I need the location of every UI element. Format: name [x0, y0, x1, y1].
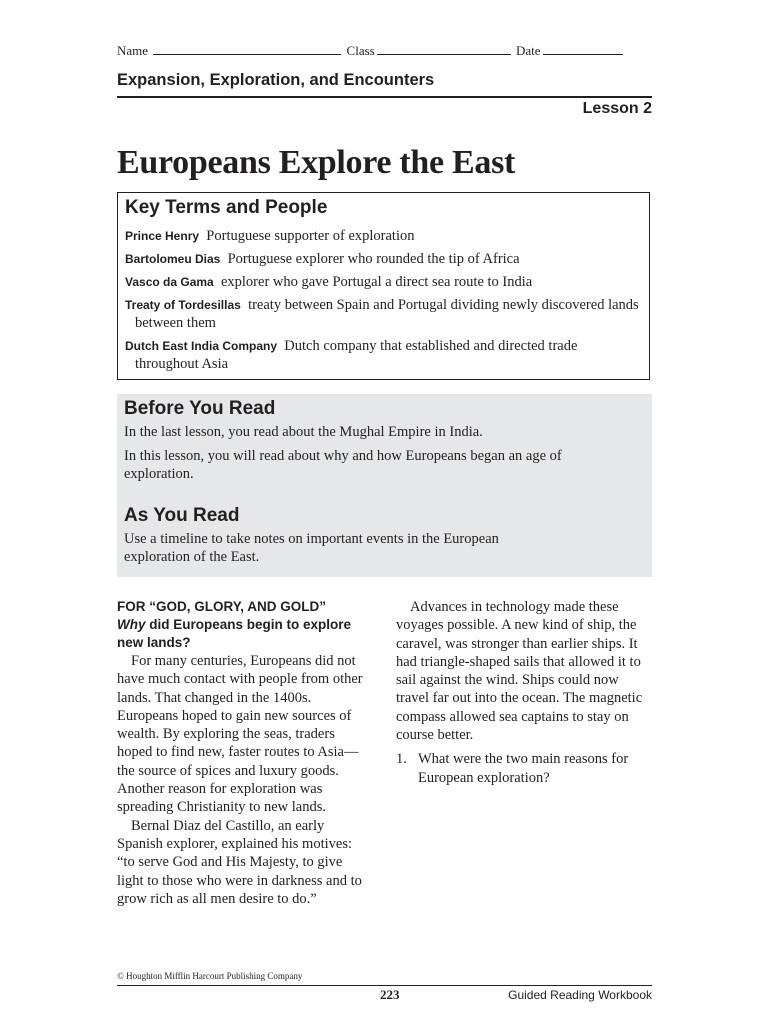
question-text: did Europeans begin to explore new lands?: [117, 617, 352, 650]
copyright-notice: © Houghton Mifflin Harcourt Publishing Company: [117, 971, 303, 981]
term-name: Treaty of Tordesillas: [125, 298, 241, 312]
unit-title: Expansion, Exploration, and Encounters: [117, 71, 435, 89]
term-definition: explorer who gave Portugal a direct sea route to India: [220, 274, 533, 290]
key-term-item: [125, 250, 642, 268]
before-you-read-box: [117, 394, 652, 577]
question-number: 1.: [396, 751, 407, 768]
before-you-read-text: In the last lesson, you read about the Mughal Empire in India.: [124, 424, 483, 440]
key-term-item: [125, 296, 642, 332]
key-term-item: [125, 337, 642, 373]
class-blank: [377, 43, 511, 55]
term-definition: Portuguese explorer who rounded the tip of Africa: [227, 251, 520, 267]
before-you-read-text: In this lesson, you will read about why and how Europeans began an age of exploration.: [124, 448, 562, 482]
name-label: Name: [117, 43, 149, 58]
term-name: Bartolomeu Dias: [125, 252, 221, 266]
date-label: Date: [515, 43, 541, 58]
question-emphasis: Why: [117, 617, 146, 632]
key-term-item: [125, 227, 642, 245]
page-number: 223: [380, 987, 400, 1002]
page-title: Europeans Explore the East: [117, 144, 516, 181]
footer-divider: [117, 985, 652, 986]
before-you-read-heading: Before You Read: [124, 398, 276, 419]
body-paragraph: Advances in technology made these voyages possible. A new kind of ship, the caravel, was stronger than earlier ships. It had triangle-shaped sails that allowed it to sail against the wind. Ships could now travel far out into the ocean. The magnetic compass allowed sea captains to stay on course better.: [396, 599, 643, 744]
review-question: [396, 750, 654, 787]
class-label: Class: [346, 43, 375, 58]
term-definition: Dutch company that established and directed trade throughout Asia: [135, 338, 578, 372]
term-name: Dutch East India Company: [125, 339, 278, 353]
term-definition: treaty between Spain and Portugal dividing newly discovered lands between them: [135, 297, 639, 331]
question-prompt: What were the two main reasons for European exploration?: [418, 751, 629, 786]
workbook-title: Guided Reading Workbook: [508, 988, 652, 1002]
key-terms-box: [117, 192, 650, 380]
term-name: Vasco da Gama: [125, 275, 214, 289]
key-term-item: [125, 273, 642, 291]
name-blank: [153, 43, 341, 55]
key-terms-heading: Key Terms and People: [125, 197, 328, 218]
body-paragraph: For many centuries, Europeans did not have much contact with people from other lands. That changed in the 1400s. Europeans hoped to gain new sources of wealth. By exploring the seas, traders hoped to find new, faster routes to Asia—the source of spices and luxury goods. Another reason for exploration was spreading Christianity to new lands.: [117, 653, 363, 816]
body-paragraph: Bernal Diaz del Castillo, an early Spanish explorer, explained his motives: “to serve God and His Majesty, to give light to those who were in darkness and to grow rich as all men desire to do.”: [117, 817, 362, 907]
as-you-read-text: Use a timeline to take notes on important events in the European exploration of the East.: [124, 531, 499, 565]
section-question: [117, 616, 372, 652]
header-divider: [117, 96, 652, 98]
term-definition: Portuguese supporter of exploration: [206, 228, 415, 244]
right-column: [396, 598, 654, 787]
term-name: Prince Henry: [125, 229, 200, 243]
date-blank: [543, 43, 623, 55]
student-info-line: [117, 43, 652, 59]
lesson-label: Lesson 2: [582, 100, 652, 117]
section-heading: FOR “GOD, GLORY, AND GOLD”: [117, 599, 326, 614]
left-column: [117, 598, 372, 908]
as-you-read-heading: As You Read: [124, 505, 240, 526]
